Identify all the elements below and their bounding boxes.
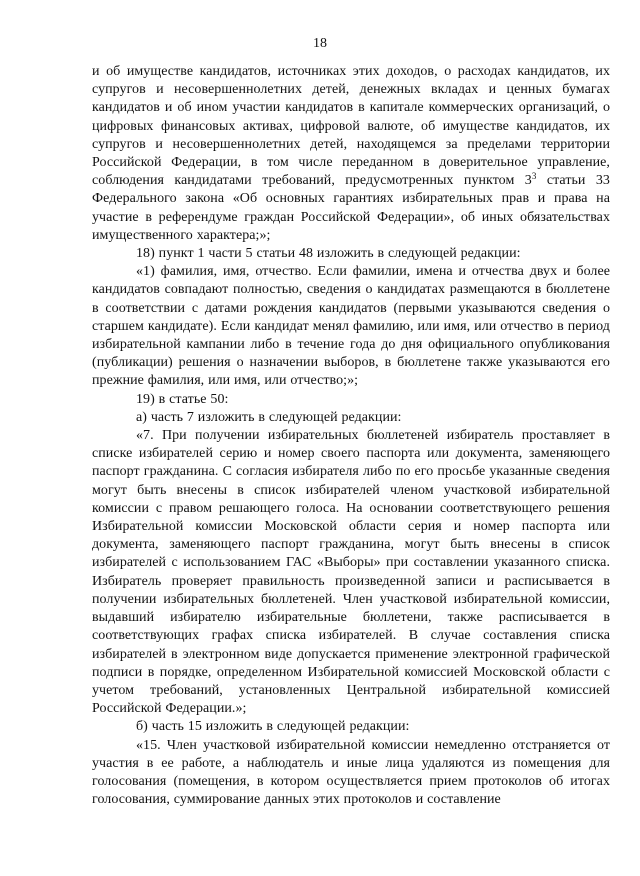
paragraph-text-tail: статьи 33 Федерального закона «Об основных гарантиях избирательных прав и права на участие в референдуме граждан Российской Федерации», об иных обязательствах имущественного характера;»; xyxy=(92,173,610,243)
superscript: 3 xyxy=(531,171,537,182)
paragraph-item-19: 19) в статье 50: xyxy=(136,391,229,407)
paragraph-property-info xyxy=(92,63,610,245)
paragraph-quote-7: «7. При получении избирательных бюллетеней избиратель проставляет в списке избирателей серию и номер своего паспорта или документа, заменяющего паспорт гражданина. С согласия избирателя либо по его просьбе указанные сведения могут быть внесены в список избирателей членом участковой избирательной комиссии с правом решающего голоса. На основании соответствующего решения Избирательной комиссии Московской области серия и номер паспорта или документа, заменяющего паспорт гражданина, могут быть внесены в список избирателей с использованием ГАС «Выборы» при составлении указанного списка. Избиратель проверяет правильность произведенной записи и расписывается в получении избирательных бюллетеней. Член участковой избирательной комиссии, выдавший избирателю избирательные бюллетени, также расписывается в соответствующих графах списка избирателей. В случае составления списка избирателей в электронном виде допускается применение электронной графической подписи в порядке, определенном Избирательной комиссией Московской области с учетом требований, установленных Центральной избирательной комиссией Российской Федерации.»; xyxy=(92,428,610,717)
page-number: 18 xyxy=(313,36,327,51)
paragraph-subitem-a: а) часть 7 изложить в следующей редакции: xyxy=(136,409,402,425)
document-body xyxy=(92,63,610,809)
paragraph-text: и об имуществе кандидатов, источниках этих доходов, о расходах кандидатов, их супругов и несовершеннолетних детей, денежных вкладах и ценных бумагах кандидатов и об ином участии кандидатов в капитале коммерческих организаций, о цифровых финансовых активах, цифровой валюте, об имуществе кандидатов, их супругов и несовершеннолетних детей, находящемся за пределами территории Российской Федерации, в том числе переданном в доверительное управление, соблюдения кандидатами требований, предусмотренных пунктом 3 xyxy=(92,64,610,189)
paragraph-quote-1: «1) фамилия, имя, отчество. Если фамилии, имена и отчества двух и более кандидатов совпадают полностью, сведения о кандидатах размещаются в бюллетене в соответствии с датами рождения кандидатов (первыми указываются сведения о старшем кандидате). Если кандидат менял фамилию, или имя, или отчество в период избирательной кампании либо в течение года до дня официального опубликования (публикации) решения о назначении выборов, в бюллетене также указываются его прежние фамилия, или имя, или отчество;»; xyxy=(92,264,610,389)
paragraph-quote-15: «15. Член участковой избирательной комиссии немедленно отстраняется от участия в ее работе, а наблюдатель и иные лица удаляются из помещения для голосования (помещения, в котором осуществляется прием протоколов об итогах голосования, суммирование данных этих протоколов и составление xyxy=(92,737,610,808)
paragraph-subitem-b: б) часть 15 изложить в следующей редакции: xyxy=(136,719,410,735)
paragraph-item-18: 18) пункт 1 части 5 статьи 48 изложить в следующей редакции: xyxy=(136,246,521,262)
